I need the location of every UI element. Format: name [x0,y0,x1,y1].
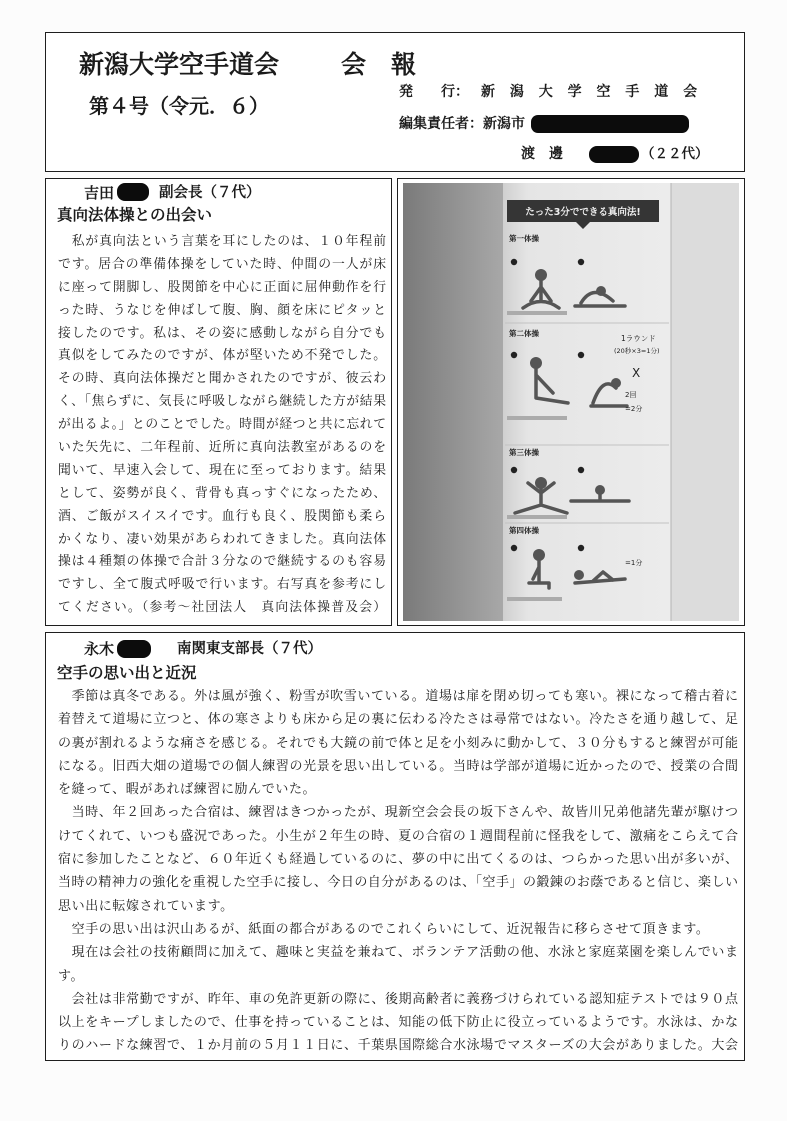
body-line: その時、真向法体操だと聞かされたのですが、彼云わ [58,371,386,387]
body-line: として、姿勢が良く、背骨も真っすぐになったため、 [58,485,386,501]
body-line: 空手の思い出は沢山あるが、紙面の都合があるのでこれくらいにして、近況報告に移らさせて頂きます。 [58,921,710,937]
publisher-line [399,83,702,101]
repeat-count: 2回 [625,391,637,399]
publisher-name: 新 潟 大 学 空 手 道 会 [481,84,703,100]
body-line: 以上をキープしましたので、仕事を持っていることは、知能の低下防止に役立っているようです。水泳は、かな [58,1015,738,1031]
body-line: 着替えて道場に立つと、体の寒さよりも床から足の裏に伝わる冷たさは尋常ではない。冷たさを通り越して、足 [58,712,738,728]
photo-left-shadow [403,183,503,621]
round-label: 1ラウンド [621,334,656,343]
photo-panel [397,178,745,626]
article-title: 空手の思い出と近況 [57,663,197,682]
body-line: かくなり、凄い効果があらわれてきました。真向法体 [58,531,386,547]
editor-surname: 渡 邊 [521,146,563,162]
body-line: った時、うなじを伸ばして腹、胸、顔を床にピタッと [58,302,386,318]
section-label: 第二体操 [509,329,539,338]
editor-label: 編集責任者： [399,116,483,132]
newsletter-header [45,32,745,172]
body-line: 聞いて、早速入会して、現在に至っております。結果 [58,462,386,478]
body-line: 私が真向法という言葉を耳にしたのは、１０年程前 [58,234,386,249]
body-line: 当時、年２回あった合宿は、練習はきつかったが、現新空会会長の坂下さんや、故皆川兄弟他諸先輩が駆けつ [58,805,738,821]
body-line: く、「焦らずに、気長に呼吸しながら継続した方が結果 [58,394,386,410]
redaction-bar [531,115,689,133]
body-line: 宿に参加したことなど、６０年近くも経過しているのに、夢の中に出てくるのは、つらかった思い出が多いが、 [58,852,738,868]
final-total: =1分 [625,559,643,567]
poster-sheet [503,183,671,621]
body-line: 操は４種類の体操で合計３分なので継続するのも容易 [58,554,386,570]
repeat-total: =2分 [625,405,643,413]
exercise-poster-photo [403,183,739,621]
article-karate-memories [45,632,745,1061]
redaction-bar [117,640,151,658]
editor-generation: （２２代） [641,146,709,162]
article-body [58,231,386,620]
body-line: の裏が割れるような痛さを感じる。それでも大鏡の前で体と足を小刻みに動かして、３０分もすると練習が可能 [58,735,738,751]
body-line: 会社は非常勤ですが、昨年、車の免許更新の際に、後期高齢者に義務づけられている認知症テストでは９０点 [58,991,738,1007]
organization-title: 新潟大学空手道会 [79,50,280,79]
section-label: 第四体操 [509,526,539,535]
author-role: 南関東支部長（７代） [177,640,322,657]
poster-banner-text: たった3分でできる真向法! [525,207,641,218]
newsletter-title: 会 報 [341,50,417,79]
redaction-bar [589,146,639,163]
editor-line [399,115,525,133]
body-line: てください。（参考～社団法人 真向法体操普及会） [58,600,386,616]
body-line: になる。旧西大畑の道場での個人練習の光景を思い出している。当時は学部が道場に近かったので、授業の合間 [58,758,738,774]
body-line: を縫って、暇があれば練習に励んでいた。 [58,782,317,798]
body-line: りのハードな練習で、１か月前の５月１１日に、千葉県国際総合水泳場でマスターズの大会がありました。大会 [58,1038,738,1054]
body-line: 酒、ご飯がスイスイです。血行も良く、股関節も柔ら [58,508,386,524]
article-body [58,685,738,1058]
body-line: に座って開脚し、股関節を中心に正面に屈伸動作を行 [58,279,386,295]
body-line: 接したのです。私は、その姿に感動しながら自分でも [58,325,386,341]
section-label: 第一体操 [509,234,539,243]
body-line: 真似をしてみたのですが、体が堅いため不発でした。 [58,348,386,364]
redaction-bar [117,183,149,201]
photo-right-margin [671,183,739,621]
body-line: 当時の精神力の強化を重視した空手に接し、今日の自分があるのは、「空手」の鍛錬のお蔭であると信じ、楽しい [58,875,738,891]
author-surname: 永木 [84,640,115,658]
author-role: 副会長（７代） [159,184,261,201]
article-title: 真向法体操との出会い [57,205,213,224]
body-line: 季節は真冬である。外は風が強く、粉雪が吹雪いている。道場は扉を閉め切っても寒い。裸になって稽古着に [58,689,738,704]
body-line: 現在は会社の技術顧問に加えて、趣味と実益を兼ねて、ボランテア活動の他、水泳と家庭菜園を楽しんでいま [58,945,738,961]
body-line: けてくれて、いつも盛況であった。小生が２年生の時、夏の合宿の１週間程前に怪我をして、激痛をこらえて合 [58,828,738,844]
editor-city: 新潟市 [483,116,525,132]
publisher-label: 発 行： [399,84,469,100]
body-line: です。居合の準備体操をしていた時、仲間の一人が床 [58,256,386,272]
body-line: ですし、全て腹式呼吸で行います。右写真を参考にし [58,577,386,593]
body-line: が出るよ。」とのことでした。時間が経つと共に忘れて [58,417,386,433]
issue-number: 第４号（令元．６） [89,94,269,118]
body-line: いた矢先に、二年程前、近所に真向法教室があるのを [58,440,386,456]
body-line: す。 [58,968,85,984]
author-surname: 吉田 [84,184,115,202]
round-formula: (20秒×3=1分) [614,347,660,355]
times-mark: X [632,366,641,380]
body-line: 思い出に転嫁されています。 [58,898,234,914]
article-makkoho [45,178,392,626]
section-label: 第三体操 [509,448,539,457]
